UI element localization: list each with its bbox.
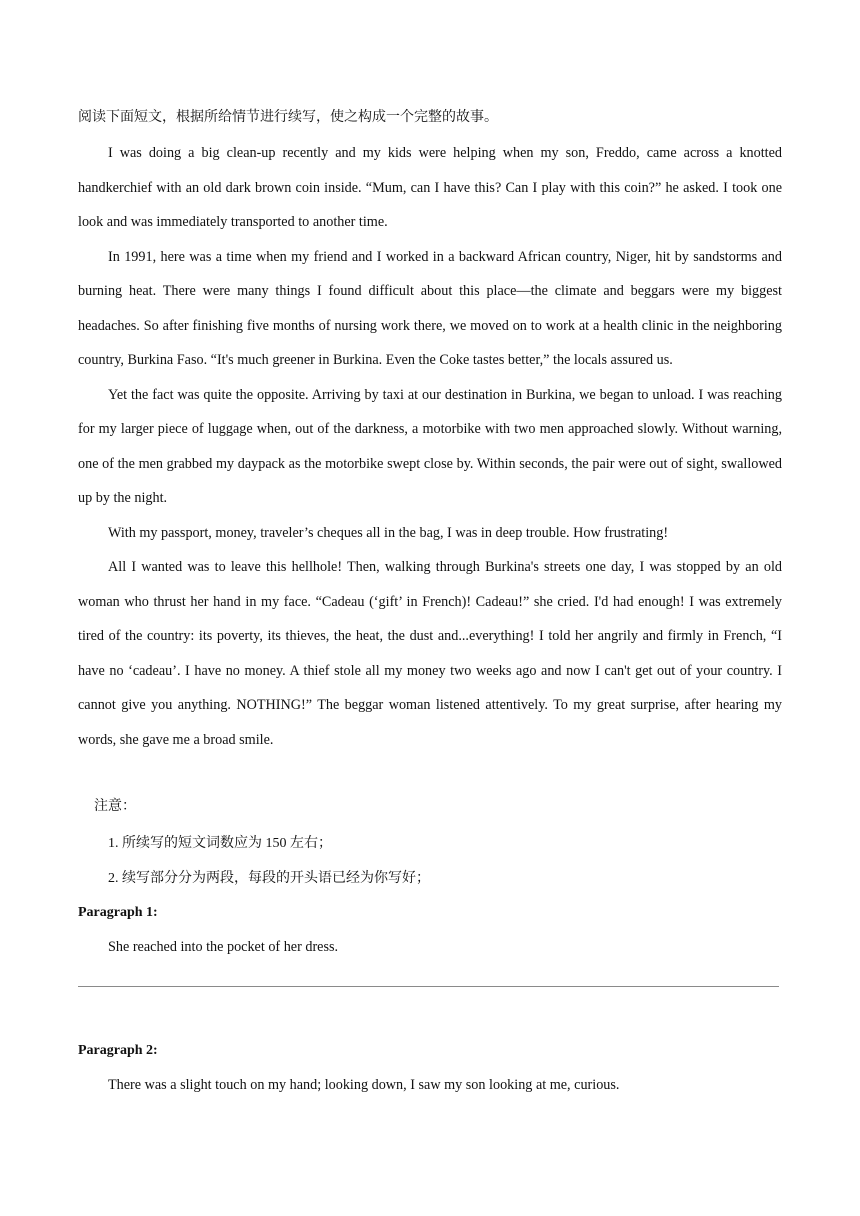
story-paragraph: In 1991, here was a time when my friend and I worked in a backward African country, Niger, hit by sandstorms and burning heat. There were many things I found difficult about this place—the climate and beggars were my biggest headaches. So after finishing five months of nursing work there, we moved on to work at a health clinic in the neighboring country, Burkina Faso. “It's much greener in Burkina. Even the Coke tastes better,” the locals assured us. bbox=[78, 248, 782, 368]
story-paragraph: I was doing a big clean-up recently and my kids were helping when my son, Freddo, came across a knotted handkerchief with an old dark brown coin inside. “Mum, can I have this? Can I play with this coin?” he asked. I took one look and was immediately transported to another time. bbox=[78, 145, 782, 230]
paragraph2-opener: There was a slight touch on my hand; looking down, I saw my son looking at me, curious. bbox=[108, 1077, 620, 1093]
story-paragraph: All I wanted was to leave this hellhole! Then, walking through Burkina's streets one day, I was stopped by an old woman who thrust her hand in my face. “Cadeau (‘gift’ in French)! Cadeau!” she cried. I'd had enough! I was extremely tired of the country: its poverty, its thieves, the heat, the dust and...everything! I told her angrily and firmly in French, “I have no ‘cadeau’. I have no money. A thief stole all my money two weeks ago and now I can't get out of your country. I cannot give you anything. NOTHING!” The beggar woman listened attentively. To my great surprise, after hearing my words, she gave me a broad smile. bbox=[78, 559, 782, 748]
story-paragraph: With my passport, money, traveler’s cheques all in the bag, I was in deep trouble. How frustrating! bbox=[108, 524, 669, 541]
paragraph1-heading: Paragraph 1: bbox=[78, 905, 158, 920]
task-instruction: 阅读下面短文，根据所给情节进行续写，使之构成一个完整的故事。 bbox=[78, 110, 498, 125]
story-paragraph: Yet the fact was quite the opposite. Arriving by taxi at our destination in Burkina, we began to unload. I was reaching for my larger piece of luggage when, out of the darkness, a motorbike with two men approached slowly. Without warning, one of the men grabbed my daypack as the motorbike swept close by. Within seconds, the pair were out of sight, swallowed up by the night. bbox=[78, 386, 782, 506]
notes-heading: 注意： bbox=[94, 799, 136, 814]
paragraph2-heading: Paragraph 2: bbox=[78, 1043, 158, 1058]
story-text bbox=[78, 136, 782, 757]
paragraph1-opener: She reached into the pocket of her dress. bbox=[108, 939, 339, 955]
note-item-paragraphs: 2. 续写部分分为两段，每段的开头语已经为你写好； bbox=[108, 871, 430, 886]
note-item-word-count: 1. 所续写的短文词数应为 150 左右； bbox=[108, 836, 332, 851]
answer-line bbox=[78, 986, 779, 987]
